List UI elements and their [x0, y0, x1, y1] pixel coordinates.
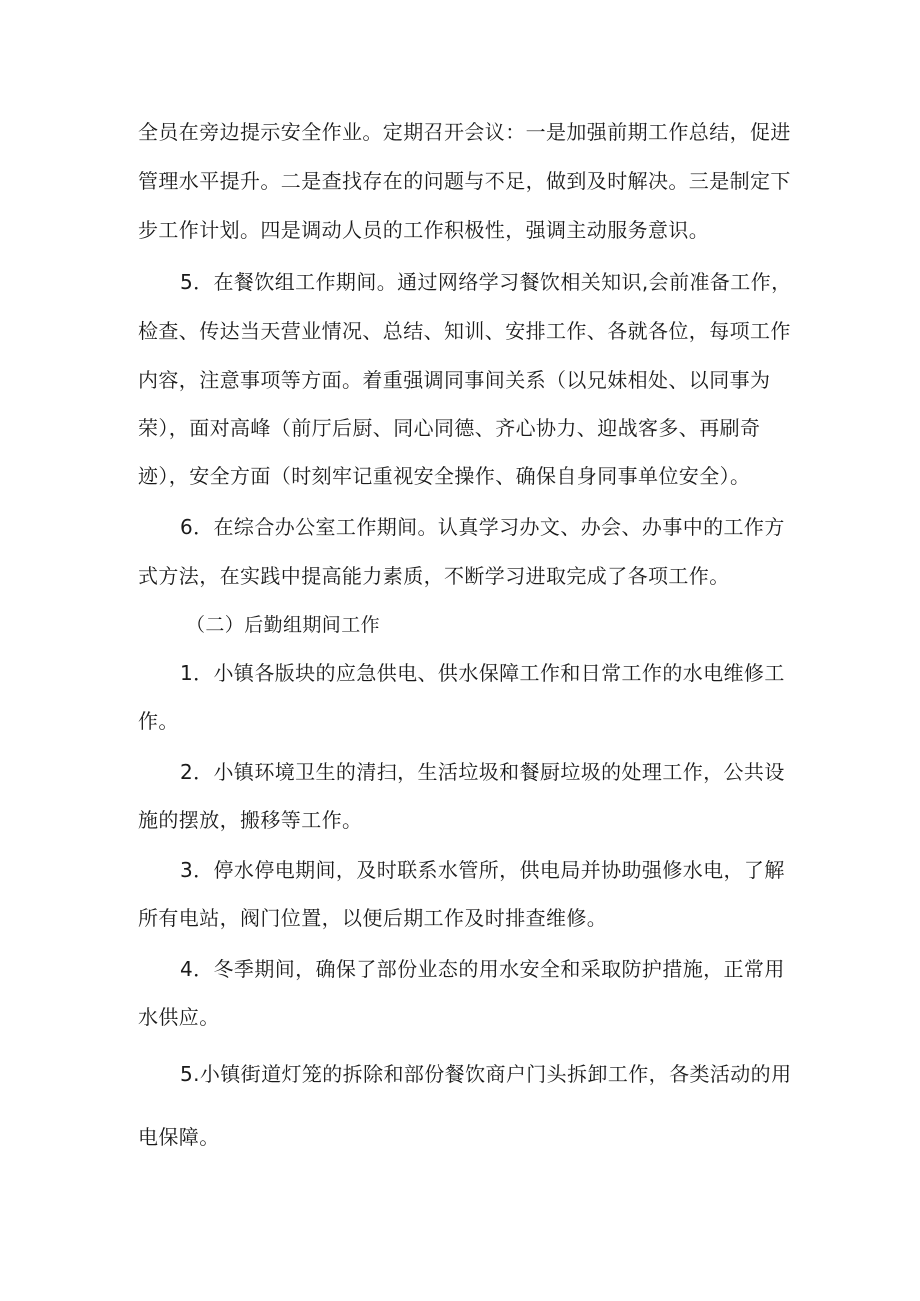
- body-line: 全员在旁边提示安全作业。定期召开会议：一是加强前期工作总结，促进: [138, 120, 791, 144]
- list-item-2: 2．小镇环境卫生的清扫，生活垃圾和餐厨垃圾的处理工作，公共设: [180, 760, 785, 784]
- body-line: 式方法，在实践中提高能力素质，不断学习进取完成了各项工作。: [138, 564, 730, 588]
- body-line: 迹），安全方面（时刻牢记重视安全操作、确保自身同事单位安全）。: [138, 464, 751, 488]
- body-line: 检查、传达当天营业情况、总结、知训、安排工作、各就各位，每项工作: [138, 319, 791, 343]
- body-line: 水供应。: [138, 1005, 220, 1029]
- list-item-5: 5.小镇街道灯笼的拆除和部份餐饮商户门头拆卸工作，各类活动的用: [180, 1062, 792, 1086]
- body-line: 作。: [138, 709, 179, 733]
- body-line: 内容，注意事项等方面。着重强调同事间关系（以兄妹相处、以同事为: [138, 368, 771, 392]
- body-line: 管理水平提升。二是查找存在的问题与不足，做到及时解决。三是制定下: [138, 169, 791, 193]
- list-item-1: 1．小镇各版块的应急供电、供水保障工作和日常工作的水电维修工: [180, 661, 785, 685]
- list-item-4: 4．冬季期间，确保了部份业态的用水安全和采取防护措施，正常用: [180, 957, 785, 981]
- body-line: 所有电站，阀门位置，以便后期工作及时排查维修。: [138, 906, 608, 930]
- list-item-3: 3．停水停电期间，及时联系水管所，供电局并协助强修水电，了解: [180, 858, 785, 882]
- section-heading: （二）后勤组期间工作: [186, 614, 381, 636]
- body-line: 步工作计划。四是调动人员的工作积极性，强调主动服务意识。: [138, 218, 710, 242]
- body-line: 荣），面对高峰（前厅后厨、同心同德、齐心协力、迎战客多、再刷奇: [138, 416, 761, 440]
- paragraph-6-start: 6．在综合办公室工作期间。认真学习办文、办会、办事中的工作方: [180, 515, 785, 539]
- paragraph-5-start: 5．在餐饮组工作期间。通过网络学习餐饮相关知识,会前准备工作，: [180, 270, 792, 294]
- body-line: 施的摆放，搬移等工作。: [138, 808, 363, 832]
- body-line: 电保障。: [138, 1125, 220, 1149]
